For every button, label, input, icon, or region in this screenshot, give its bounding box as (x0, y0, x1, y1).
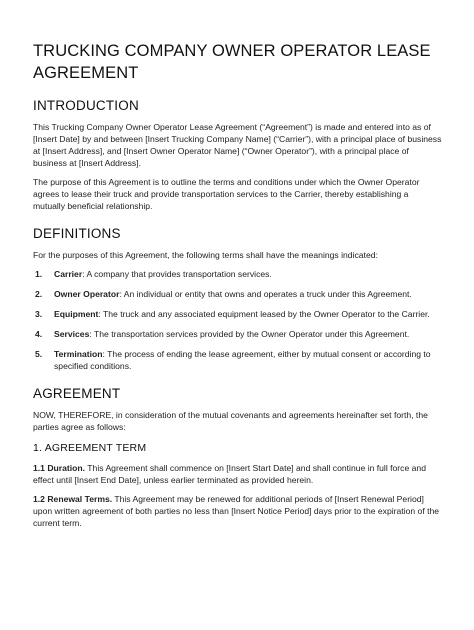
definitions-intro: For the purposes of this Agreement, the following terms shall have the meanings indicated: (33, 250, 378, 260)
definitions-section (33, 226, 442, 372)
duration-text: This Agreement shall commence on [Insert Start Date] and shall continue in full force and effect until [Insert End Date], unless earlier terminated as provided herein. (33, 463, 426, 485)
introduction-section (33, 98, 442, 212)
renewal-text: This Agreement may be renewed for additional periods of [Insert Renewal Period] upon written agreement of both parties no less than [Insert Notice Period] days prior to the expiration of the current term. (33, 494, 440, 528)
definition-text: : The truck and any associated equipment leased by the Owner Operator to the Carrier. (98, 309, 430, 319)
title-line-1: TRUCKING COMPANY OWNER OPERATOR LEASE (33, 42, 431, 60)
definition-text: : A company that provides transportation services. (82, 269, 272, 279)
definition-term: Services (54, 329, 90, 339)
definition-number: 2. (35, 289, 43, 299)
agreement-section (33, 386, 442, 529)
definition-item (33, 328, 442, 340)
definition-term: Termination (54, 349, 103, 359)
definition-term: Owner Operator (54, 289, 120, 299)
introduction-paragraph-2: The purpose of this Agreement is to outline the terms and conditions under which the Owner Operator agrees to lease their truck and provide transportation services to the Carrier, thereby establishing a mutually beneficial relationship. (33, 177, 420, 211)
definition-term: Equipment (54, 309, 99, 319)
definitions-heading: DEFINITIONS (33, 226, 121, 241)
definition-text: : An individual or entity that owns and operates a truck under this Agreement. (119, 289, 412, 299)
definition-number: 5. (35, 349, 43, 359)
agreement-intro: NOW, THEREFORE, in consideration of the mutual covenants and agreements hereinafter set forth, the parties agree as follows: (33, 410, 428, 432)
title-line-2: AGREEMENT (33, 64, 139, 82)
definition-number: 1. (35, 269, 43, 279)
definition-number: 3. (35, 309, 43, 319)
introduction-heading: INTRODUCTION (33, 98, 139, 113)
definition-number: 4. (35, 329, 43, 339)
renewal-label: 1.2 Renewal Terms. (33, 494, 113, 504)
definition-item (33, 308, 442, 320)
agreement-heading: AGREEMENT (33, 386, 121, 401)
definition-text: : The process of ending the lease agreement, either by mutual consent or according to specified conditions. (54, 349, 431, 371)
definition-item (33, 348, 442, 372)
duration-clause (33, 462, 442, 486)
document-title (33, 40, 442, 84)
definition-term: Carrier (54, 269, 83, 279)
renewal-clause (33, 493, 442, 529)
definitions-list (33, 268, 442, 372)
definition-item (33, 288, 442, 300)
duration-label: 1.1 Duration. (33, 463, 86, 473)
introduction-paragraph-1: This Trucking Company Owner Operator Lease Agreement (“Agreement”) is made and entered into as of [Insert Date] by and between [Insert Trucking Company Name] (“Carrier”), with a principal place of business at [Insert Address], and [Insert Owner Operator Name] (“Owner Operator”), with a principal place of business at [Insert Address]. (33, 122, 442, 168)
definition-item (33, 268, 442, 280)
definition-text: : The transportation services provided by the Owner Operator under this Agreement. (89, 329, 410, 339)
agreement-term-heading: 1. AGREEMENT TERM (33, 442, 147, 454)
